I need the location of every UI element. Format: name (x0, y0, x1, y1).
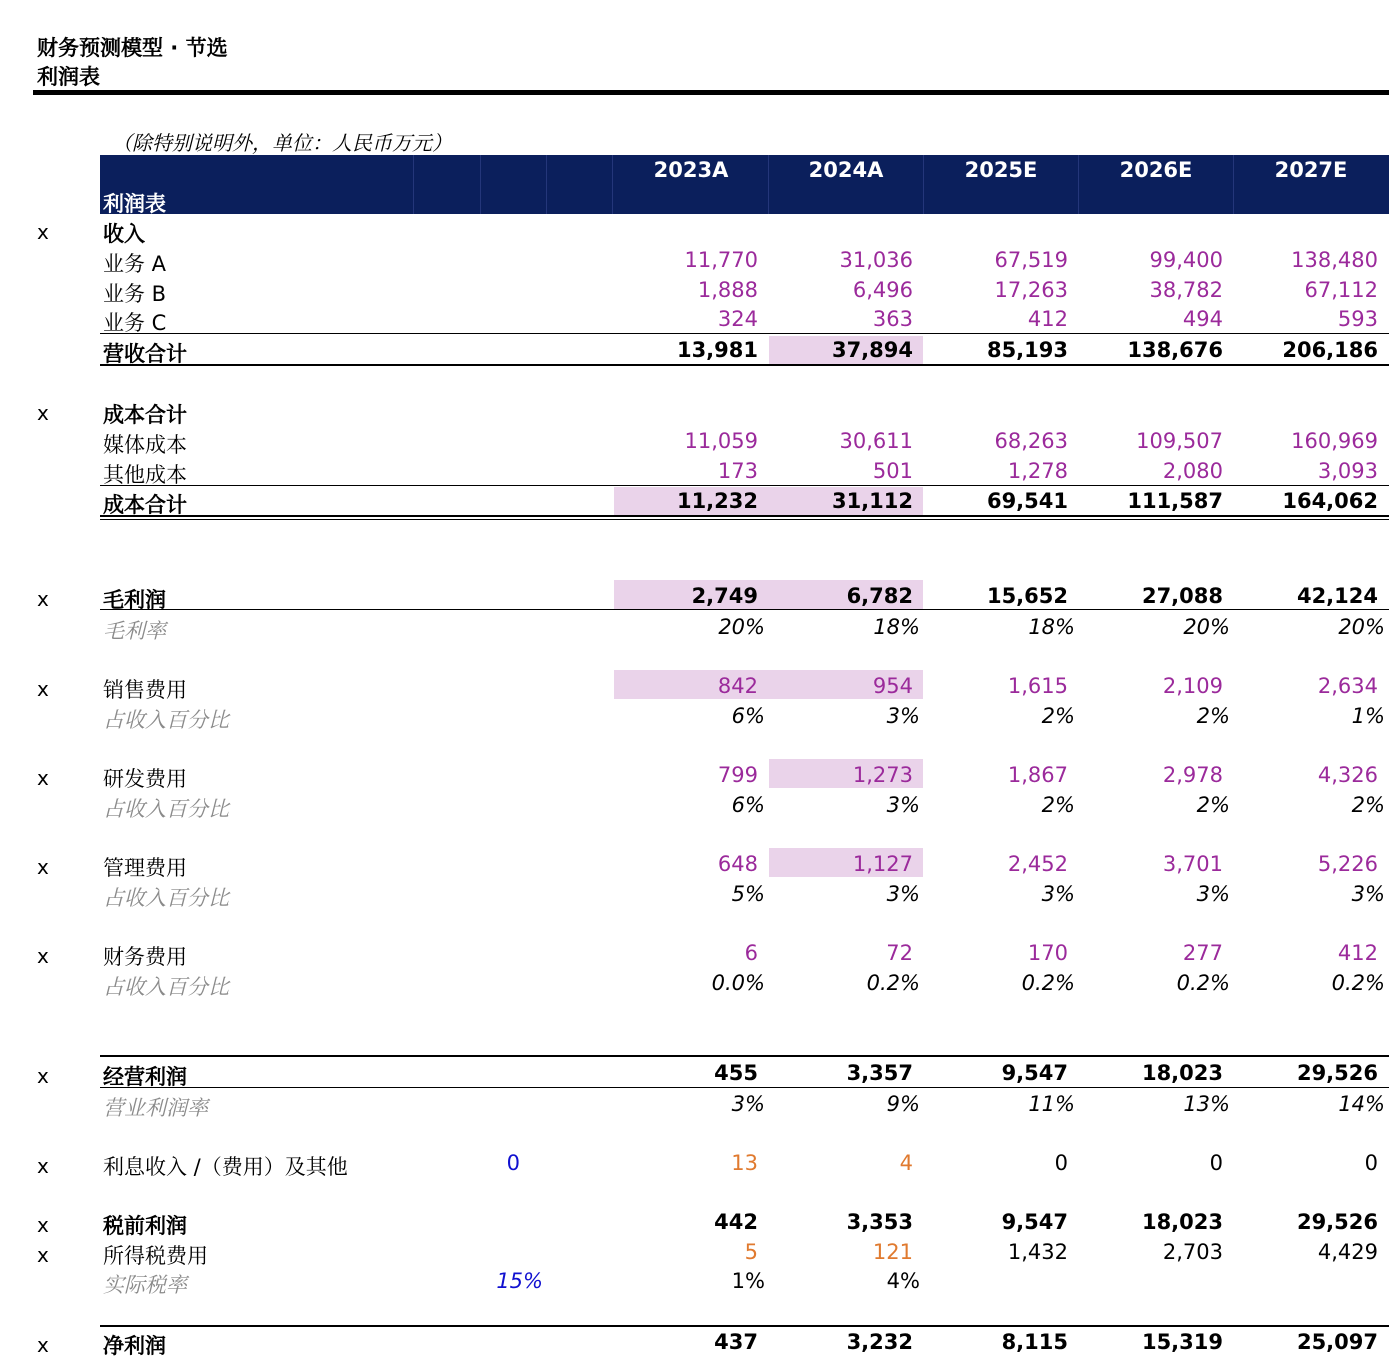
page-title: 财务预测模型 · 节选 (37, 36, 228, 60)
table-cell[interactable]: 20% (718, 615, 765, 639)
table-cell[interactable]: 8,115 (1001, 1330, 1068, 1354)
table-cell[interactable]: 138,480 (1291, 248, 1378, 272)
row-rule (100, 1325, 1389, 1327)
table-cell[interactable]: 170 (1027, 941, 1068, 965)
table-cell[interactable]: 5% (731, 882, 765, 906)
table-cell[interactable]: 2% (1196, 793, 1230, 817)
table-cell[interactable]: 4 (899, 1151, 913, 1175)
table-cell[interactable]: 13,981 (676, 338, 758, 362)
operating-profit-label: 经营利润 (103, 1065, 187, 1089)
gross-margin-label: 毛利率 (103, 619, 166, 643)
table-cell[interactable]: 30,611 (839, 429, 913, 453)
table-cell[interactable]: 2,080 (1162, 459, 1223, 483)
year-header-2023A: 2023A (653, 158, 729, 182)
table-cell[interactable]: 3,232 (846, 1330, 913, 1354)
table-cell[interactable]: 2,109 (1162, 674, 1223, 698)
cost-header: 成本合计 (103, 403, 187, 427)
row-marker: x (37, 1213, 49, 1237)
finance-expense-label: 财务费用 (103, 945, 187, 969)
admin-pct-label: 占收入百分比 (103, 886, 229, 910)
table-cell[interactable]: 11,232 (676, 489, 758, 513)
operating-margin-label: 营业利润率 (103, 1096, 208, 1120)
table-cell[interactable]: 11,059 (684, 429, 758, 453)
table-cell[interactable]: 69,541 (986, 489, 1068, 513)
table-cell[interactable]: 1,888 (697, 278, 758, 302)
table-cell[interactable]: 0.2% (1176, 971, 1230, 995)
table-cell[interactable]: 2,634 (1317, 674, 1378, 698)
admin-expense-label: 管理费用 (103, 856, 187, 880)
table-cell[interactable]: 13 (731, 1151, 758, 1175)
table-cell[interactable]: 13% (1183, 1092, 1230, 1116)
table-cell[interactable]: 9,547 (1001, 1210, 1068, 1234)
table-cell[interactable]: 18,023 (1141, 1061, 1223, 1085)
table-cell[interactable]: 3% (886, 793, 920, 817)
table-cell[interactable]: 173 (717, 459, 758, 483)
table-cell[interactable]: 38,782 (1149, 278, 1223, 302)
cost-total-label: 成本合计 (103, 493, 187, 517)
table-cell[interactable]: 9,547 (1001, 1061, 1068, 1085)
table-cell[interactable]: 2% (1041, 704, 1075, 728)
table-cell[interactable]: 1% (731, 1269, 765, 1293)
table-cell[interactable]: 1,867 (1007, 763, 1068, 787)
income-tax-label: 所得税费用 (103, 1244, 208, 1268)
row-marker: x (37, 1154, 49, 1178)
table-cell[interactable]: 37,894 (831, 338, 913, 362)
row-rule (100, 1055, 1389, 1057)
table-cell[interactable]: 412 (1337, 941, 1378, 965)
table-cell[interactable]: 455 (714, 1061, 758, 1085)
table-cell[interactable]: 11,770 (684, 248, 758, 272)
other-cost-label: 其他成本 (103, 463, 187, 487)
table-cell[interactable]: 2,749 (691, 584, 758, 608)
row-marker: x (37, 1064, 49, 1088)
row-rule (100, 364, 1389, 366)
table-cell[interactable]: 42,124 (1296, 584, 1378, 608)
table-cell[interactable]: 4% (886, 1269, 920, 1293)
table-cell[interactable]: 1,615 (1007, 674, 1068, 698)
table-cell[interactable]: 442 (714, 1210, 758, 1234)
table-cell[interactable]: 412 (1027, 307, 1068, 331)
selling-pct-label: 占收入百分比 (103, 708, 229, 732)
net-profit-label: 净利润 (103, 1334, 166, 1358)
table-cell[interactable]: 17,263 (994, 278, 1068, 302)
table-cell[interactable]: 138,676 (1127, 338, 1223, 362)
table-cell[interactable]: 0.2% (1331, 971, 1385, 995)
table-cell[interactable]: 3% (886, 882, 920, 906)
table-cell[interactable]: 109,507 (1136, 429, 1223, 453)
row-rule (100, 485, 1389, 486)
table-cell[interactable]: 363 (872, 307, 913, 331)
table-cell[interactable]: 67,519 (994, 248, 1068, 272)
biz-a-label: 业务 A (103, 252, 167, 276)
table-cell[interactable]: 1% (1351, 704, 1385, 728)
table-cell[interactable]: 164,062 (1282, 489, 1378, 513)
table-cell[interactable]: 6 (744, 941, 758, 965)
table-cell[interactable]: 2% (1351, 793, 1385, 817)
rnd-expense-label: 研发费用 (103, 767, 187, 791)
table-cell[interactable]: 2,452 (1007, 852, 1068, 876)
section-label: 利润表 (103, 192, 166, 216)
table-cell[interactable]: 25,097 (1296, 1330, 1378, 1354)
table-cell[interactable]: 1,278 (1007, 459, 1068, 483)
row-rule (100, 1087, 1389, 1088)
interest-label: 利息收入 /（费用）及其他 (103, 1155, 348, 1179)
table-cell[interactable]: 14% (1338, 1092, 1385, 1116)
table-cell[interactable]: 494 (1182, 307, 1223, 331)
table-cell[interactable]: 3% (1041, 882, 1075, 906)
table-cell[interactable]: 206,186 (1282, 338, 1378, 362)
row-marker: x (37, 220, 49, 244)
table-cell[interactable]: 15,652 (986, 584, 1068, 608)
year-header-2024A: 2024A (808, 158, 884, 182)
table-cell[interactable]: 31,036 (839, 248, 913, 272)
table-cell[interactable]: 3,701 (1162, 852, 1223, 876)
unit-note: （除特别说明外，单位：人民币万元） (112, 131, 452, 155)
revenue-header: 收入 (103, 222, 145, 246)
table-cell[interactable]: 0.2% (866, 971, 920, 995)
table-cell[interactable]: 2% (1196, 704, 1230, 728)
table-cell[interactable]: 501 (872, 459, 913, 483)
row-marker: x (37, 855, 49, 879)
table-cell[interactable]: 4,429 (1317, 1240, 1378, 1264)
table-cell[interactable]: 160,969 (1291, 429, 1378, 453)
rnd-pct-label: 占收入百分比 (103, 797, 229, 821)
table-cell[interactable]: 799 (717, 763, 758, 787)
finance-pct-label: 占收入百分比 (103, 975, 229, 999)
table-cell[interactable]: 3% (731, 1092, 765, 1116)
pretax-profit-label: 税前利润 (103, 1214, 187, 1238)
table-cell[interactable]: 2% (1041, 793, 1075, 817)
table-cell[interactable]: 0.2% (1021, 971, 1075, 995)
gross-profit-label: 毛利润 (103, 588, 166, 612)
year-header-2025E: 2025E (964, 158, 1038, 182)
table-cell[interactable]: 1,127 (852, 852, 913, 876)
table-cell[interactable]: 6% (731, 704, 765, 728)
tax-rate-assumption[interactable]: 15% (496, 1269, 543, 1293)
table-cell[interactable]: 31,112 (831, 489, 913, 513)
table-cell[interactable]: 3% (1196, 882, 1230, 906)
year-header-2027E: 2027E (1274, 158, 1348, 182)
row-marker: x (37, 1243, 49, 1267)
table-cell[interactable]: 0 (1364, 1151, 1378, 1175)
table-cell[interactable]: 18,023 (1141, 1210, 1223, 1234)
row-marker: x (37, 1333, 49, 1357)
row-marker: x (37, 401, 49, 425)
table-cell[interactable]: 29,526 (1296, 1061, 1378, 1085)
table-cell[interactable]: 3% (886, 704, 920, 728)
table-cell[interactable]: 3% (1351, 882, 1385, 906)
selling-expense-label: 销售费用 (103, 678, 187, 702)
table-cell[interactable]: 6% (731, 793, 765, 817)
table-cell[interactable]: 72 (886, 941, 913, 965)
table-cell[interactable]: 437 (714, 1330, 758, 1354)
table-cell[interactable]: 0 (1054, 1151, 1068, 1175)
revenue-total-label: 营收合计 (103, 342, 187, 366)
table-cell[interactable]: 4,326 (1317, 763, 1378, 787)
row-marker: x (37, 944, 49, 968)
table-cell[interactable]: 593 (1337, 307, 1378, 331)
row-rule (100, 515, 1389, 520)
table-cell[interactable]: 1,273 (852, 763, 913, 787)
table-cell[interactable]: 121 (872, 1240, 913, 1264)
table-cell[interactable]: 11% (1028, 1092, 1075, 1116)
table-cell[interactable]: 2,703 (1162, 1240, 1223, 1264)
table-cell[interactable]: 20% (1183, 615, 1230, 639)
table-cell[interactable]: 324 (717, 307, 758, 331)
table-cell[interactable]: 20% (1338, 615, 1385, 639)
table-cell[interactable]: 18% (1028, 615, 1075, 639)
page-subtitle: 利润表 (37, 65, 100, 89)
table-cell[interactable]: 111,587 (1127, 489, 1223, 513)
table-cell[interactable]: 27,088 (1141, 584, 1223, 608)
table-cell[interactable]: 648 (717, 852, 758, 876)
year-header-2026E: 2026E (1119, 158, 1193, 182)
table-cell[interactable]: 3,357 (846, 1061, 913, 1085)
row-marker: x (37, 766, 49, 790)
table-cell[interactable]: 2,978 (1162, 763, 1223, 787)
table-cell[interactable]: 99,400 (1149, 248, 1223, 272)
table-cell[interactable]: 29,526 (1296, 1210, 1378, 1234)
title-divider (33, 90, 1389, 95)
row-rule (100, 333, 1389, 334)
interest-assumption[interactable]: 0 (506, 1151, 520, 1175)
table-cell[interactable]: 85,193 (986, 338, 1068, 362)
table-cell[interactable]: 5,226 (1317, 852, 1378, 876)
table-cell[interactable]: 1,432 (1007, 1240, 1068, 1264)
table-cell[interactable]: 15,319 (1141, 1330, 1223, 1354)
row-rule (100, 609, 1389, 610)
table-cell[interactable]: 954 (872, 674, 913, 698)
row-marker: x (37, 587, 49, 611)
table-cell[interactable]: 277 (1182, 941, 1223, 965)
table-cell[interactable]: 3,353 (846, 1210, 913, 1234)
tax-rate-label: 实际税率 (103, 1273, 187, 1297)
table-cell[interactable]: 9% (886, 1092, 920, 1116)
table-cell[interactable]: 0.0% (711, 971, 765, 995)
row-marker: x (37, 677, 49, 701)
table-cell[interactable]: 18% (873, 615, 920, 639)
table-cell[interactable]: 67,112 (1304, 278, 1378, 302)
table-cell[interactable]: 6,496 (852, 278, 913, 302)
media-cost-label: 媒体成本 (103, 433, 187, 457)
table-cell[interactable]: 0 (1209, 1151, 1223, 1175)
table-cell[interactable]: 5 (744, 1240, 758, 1264)
table-cell[interactable]: 842 (717, 674, 758, 698)
biz-c-label: 业务 C (103, 311, 167, 335)
table-cell[interactable]: 3,093 (1317, 459, 1378, 483)
table-cell[interactable]: 68,263 (994, 429, 1068, 453)
biz-b-label: 业务 B (103, 282, 167, 306)
table-cell[interactable]: 6,782 (846, 584, 913, 608)
